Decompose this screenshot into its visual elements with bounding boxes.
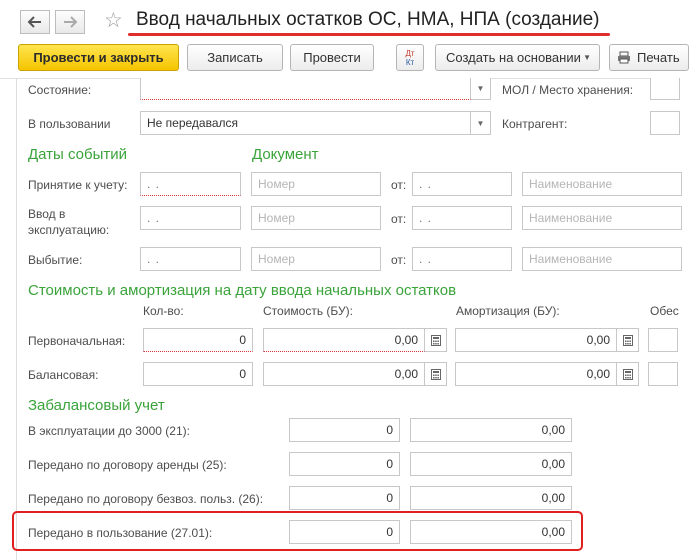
printer-icon <box>617 51 631 64</box>
from-label: от: <box>391 212 407 226</box>
chevron-down-icon: ▼ <box>476 118 485 128</box>
mol-label: МОЛ / Место хранения: <box>502 83 634 97</box>
qty-column-header: Кол-во: <box>143 304 184 318</box>
in-use-label: В пользовании <box>28 117 111 131</box>
chevron-down-icon: ▼ <box>476 84 485 93</box>
create-based-label: Создать на основании <box>446 50 581 65</box>
event-row-label: Выбытие: <box>28 253 83 267</box>
initial-cost-calc-button[interactable] <box>425 328 447 352</box>
accept-doc-date-field[interactable]: . . <box>412 172 512 196</box>
initial-amort-calc-button[interactable] <box>617 328 639 352</box>
commission-doc-date-field[interactable]: . . <box>412 206 512 230</box>
disposal-number-field[interactable]: Номер <box>251 247 381 271</box>
calculator-icon <box>623 335 633 346</box>
offbalance-row-label: В эксплуатации до 3000 (21): <box>28 424 190 438</box>
arrow-right-icon <box>63 16 77 28</box>
title-underline-annotation <box>128 33 610 36</box>
balance-cost-calc-button[interactable] <box>425 362 447 386</box>
calculator-icon <box>623 369 633 380</box>
accept-number-field[interactable]: Номер <box>251 172 381 196</box>
disposal-doc-date-field[interactable]: . . <box>412 247 512 271</box>
disposal-doc-name-field[interactable]: Наименование <box>522 247 682 271</box>
offbalance-row-label: Передано по договору безвоз. польз. (26): <box>28 492 264 506</box>
post-and-close-button[interactable]: Провести и закрыть <box>18 44 179 71</box>
initial-impairment-field[interactable] <box>648 328 678 352</box>
balance-amort-calc-button[interactable] <box>617 362 639 386</box>
accept-date-field[interactable]: . . <box>140 172 241 196</box>
counterparty-label: Контрагент: <box>502 117 568 131</box>
offbalance-row-label: Передано по договору аренды (25): <box>28 458 227 472</box>
mol-field[interactable] <box>650 78 680 100</box>
impairment-column-header: Обес <box>650 304 679 318</box>
save-button[interactable]: Записать <box>187 44 283 71</box>
offbalance-25-qty-field[interactable]: 0 <box>289 452 400 476</box>
in-use-dropdown-button[interactable] <box>471 111 491 135</box>
balance-impairment-field[interactable] <box>648 362 678 386</box>
document-section-title: Документ <box>252 146 319 163</box>
state-field[interactable] <box>140 78 471 100</box>
commission-number-field[interactable]: Номер <box>251 206 381 230</box>
commission-date-field[interactable]: . . <box>140 206 241 230</box>
print-label: Печать <box>637 50 680 65</box>
balance-amort-field[interactable]: 0,00 <box>455 362 617 386</box>
arrow-left-icon <box>28 16 42 28</box>
offbalance-26-qty-field[interactable]: 0 <box>289 486 400 510</box>
offbalance-26-amount-field[interactable]: 0,00 <box>410 486 572 510</box>
accept-doc-name-field[interactable]: Наименование <box>522 172 682 196</box>
from-label: от: <box>391 253 407 267</box>
amort-column-header: Амортизация (БУ): <box>456 304 560 318</box>
offbalance-25-amount-field[interactable]: 0,00 <box>410 452 572 476</box>
offbalance-2701-qty-field[interactable]: 0 <box>289 520 400 544</box>
events-section-title: Даты событий <box>28 146 128 163</box>
state-label: Состояние: <box>28 83 92 97</box>
state-dropdown-button[interactable] <box>471 78 491 100</box>
commission-doc-name-field[interactable]: Наименование <box>522 206 682 230</box>
offbalance-2701-amount-field[interactable]: 0,00 <box>410 520 572 544</box>
event-row-label: эксплуатацию: <box>28 223 110 237</box>
cost-section-title: Стоимость и амортизация на дату ввода начальных остатков <box>28 282 457 299</box>
balance-qty-field[interactable]: 0 <box>143 362 253 386</box>
calculator-icon <box>431 335 441 346</box>
print-button[interactable] <box>609 44 689 71</box>
balance-cost-field[interactable]: 0,00 <box>263 362 425 386</box>
form-left-border <box>16 79 17 560</box>
offbalance-21-qty-field[interactable]: 0 <box>289 418 400 442</box>
offbalance-row-label: Передано в пользование (27.01): <box>28 526 213 540</box>
calculator-icon <box>431 369 441 380</box>
in-use-select[interactable]: Не передавался <box>140 111 471 135</box>
from-label: от: <box>391 178 407 192</box>
offbalance-section-title: Забалансовый учет <box>28 397 165 414</box>
disposal-date-field[interactable]: . . <box>140 247 241 271</box>
create-based-on-button[interactable] <box>435 44 600 71</box>
balance-cost-label: Балансовая: <box>28 368 99 382</box>
dt-kt-icon: Дт Кт <box>405 48 415 67</box>
counterparty-field[interactable] <box>650 111 680 135</box>
favorite-star-icon[interactable]: ☆ <box>104 9 123 32</box>
page-title: Ввод начальных остатков ОС, НМА, НПА (создание) <box>136 9 600 30</box>
chevron-down-icon: ▼ <box>583 53 591 62</box>
initial-qty-field[interactable]: 0 <box>143 328 253 352</box>
forward-button[interactable] <box>55 10 85 34</box>
offbalance-21-amount-field[interactable]: 0,00 <box>410 418 572 442</box>
initial-amort-field[interactable]: 0,00 <box>455 328 617 352</box>
initial-cost-label: Первоначальная: <box>28 334 126 348</box>
post-button[interactable]: Провести <box>290 44 374 71</box>
initial-cost-field[interactable]: 0,00 <box>263 328 425 352</box>
dt-kt-button[interactable] <box>396 44 424 71</box>
event-row-label: Принятие к учету: <box>28 178 128 192</box>
event-row-label: Ввод в <box>28 207 66 221</box>
cost-column-header: Стоимость (БУ): <box>263 304 353 318</box>
back-button[interactable] <box>20 10 50 34</box>
